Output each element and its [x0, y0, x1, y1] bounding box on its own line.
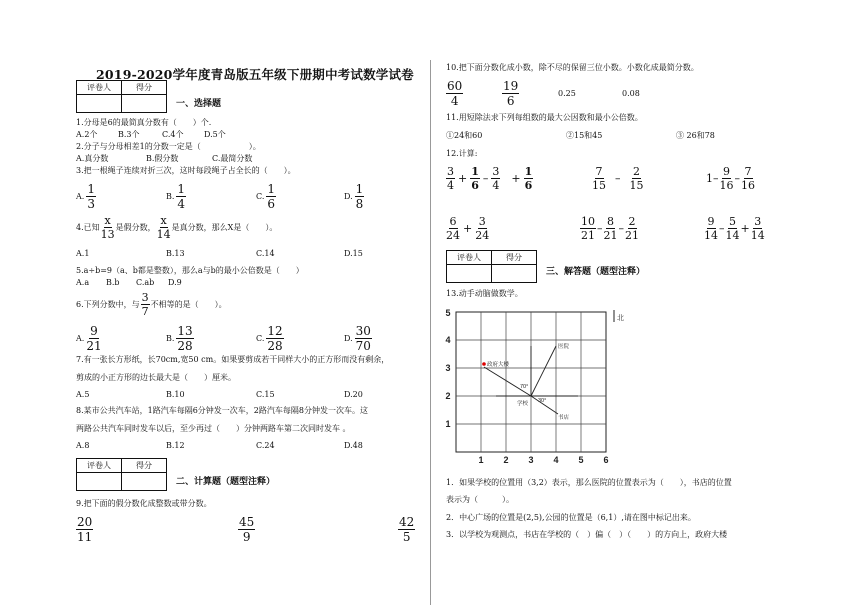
numerator: 2	[633, 165, 640, 178]
operator: –	[615, 172, 621, 185]
x-tick: 6	[603, 455, 609, 465]
fraction	[704, 216, 718, 241]
option-letter: D.	[344, 191, 353, 201]
q4-pre-text: 4.已知	[76, 222, 100, 232]
numerator: 1	[87, 182, 95, 196]
section-heading-choice: 一、选择题	[176, 99, 222, 109]
denominator: 6	[506, 94, 515, 108]
q5-option-d: D.9	[168, 278, 182, 287]
fraction	[630, 166, 644, 191]
y-axis-ticks	[445, 308, 450, 429]
score-cell[interactable]	[122, 473, 167, 491]
numerator: 1	[355, 182, 364, 196]
column-divider	[430, 60, 431, 605]
y-tick: 4	[445, 335, 451, 345]
fraction	[524, 166, 534, 191]
denominator: 21	[603, 229, 618, 242]
question-8-line-2: 两路公共汽车同时发车以后，至少再过（ ）分钟两路车第二次同时发车 。	[76, 424, 351, 433]
q8-option-d: D.48	[344, 441, 363, 450]
section-heading-calc: 二、计算题（题型注释）	[176, 477, 276, 487]
q13-line-2: 表示为（ ）。	[446, 495, 514, 504]
numerator: 20	[77, 515, 93, 529]
q4-mid-text: 是假分数，	[115, 222, 156, 232]
y-tick: 5	[445, 308, 451, 318]
fraction	[470, 166, 480, 191]
fraction	[266, 325, 283, 352]
numerator: 1	[524, 165, 533, 178]
fraction	[266, 183, 276, 210]
q2-option-b: B.假分数	[146, 154, 179, 163]
section-heading-answer: 三、解答题（题型注释）	[546, 267, 646, 277]
place-label-government: 政府大楼	[487, 362, 510, 368]
denominator: 4	[447, 179, 454, 192]
q12-expression-5	[580, 216, 639, 241]
numerator: 42	[399, 515, 415, 529]
fraction	[176, 325, 193, 352]
fraction	[355, 325, 372, 352]
q1-option-a: A.2个	[76, 130, 98, 139]
q3-option-b	[166, 183, 186, 210]
y-tick: 2	[445, 391, 451, 401]
denominator: 8	[355, 197, 364, 211]
question-5-stem: 5.a÷b=9（a、b都是整数），那么a与b的最小公倍数是（ ）	[76, 266, 304, 275]
q8-option-a: A.8	[76, 441, 90, 450]
fraction	[741, 166, 755, 191]
q6-post-text: 不相等的是（ ）。	[150, 299, 227, 309]
numerator: 6	[449, 215, 457, 228]
operator: +	[740, 222, 750, 235]
question-2-stem: 2.分子与分母相差1的分数一定是（ ）。	[76, 142, 261, 151]
operator: –	[719, 222, 725, 235]
question-4-stem	[76, 215, 277, 240]
score-label: 得分	[122, 459, 167, 473]
q11-item-1: ①24和60	[446, 131, 483, 140]
fraction	[176, 183, 186, 210]
q2-option-c: C.最简分数	[212, 154, 253, 163]
place-label-hospital: 医院	[558, 344, 570, 350]
grader-label: 评卷人	[447, 251, 492, 265]
fraction	[157, 215, 171, 240]
q9-fraction-2	[238, 516, 255, 543]
score-cell[interactable]	[122, 95, 167, 113]
north-label: 北	[617, 315, 624, 322]
denominator: 14	[750, 229, 765, 242]
y-tick: 1	[445, 419, 451, 429]
expression-prefix: 1–	[706, 172, 719, 185]
numerator: 3	[492, 165, 500, 178]
fraction	[726, 216, 740, 241]
q12-expression-2	[592, 166, 644, 191]
numerator: 1	[177, 182, 186, 196]
denominator: 28	[177, 339, 193, 353]
fraction	[238, 516, 255, 543]
place-label-bookstore: 书店	[558, 415, 570, 421]
denominator: 4	[177, 197, 186, 211]
fraction	[580, 216, 596, 241]
denominator: 70	[355, 339, 371, 353]
q12-expression-3	[706, 166, 755, 191]
grader-label: 评卷人	[77, 459, 122, 473]
numerator: 9	[723, 165, 730, 178]
q10-decimal-2: 0.08	[622, 89, 640, 98]
q4-option-d: D.15	[344, 249, 363, 258]
fraction	[491, 166, 500, 191]
numerator: 3	[141, 291, 149, 304]
denominator: 7	[141, 305, 149, 318]
q8-option-b: B.12	[166, 441, 185, 450]
operator: –	[618, 222, 624, 235]
question-12-stem: 12.计算:	[446, 149, 478, 158]
score-label: 得分	[122, 81, 167, 95]
q2-option-a: A.真分数	[76, 154, 109, 163]
x-tick: 5	[578, 455, 584, 465]
question-7-line-2: 剪成的小正方形的边长最大是（ ）厘米。	[76, 373, 236, 382]
fraction	[751, 216, 765, 241]
operator: +	[511, 172, 521, 185]
fraction	[592, 166, 606, 191]
q6-option-d	[344, 325, 372, 352]
denominator: 28	[267, 339, 283, 353]
question-9-stem: 9.把下面的假分数化成整数或带分数。	[76, 499, 212, 508]
fraction	[76, 516, 93, 543]
denominator: 14	[704, 229, 718, 242]
q8-option-c: C.24	[256, 441, 275, 450]
option-letter: A.	[76, 333, 85, 343]
q3-option-a	[76, 183, 96, 210]
numerator: 3	[478, 215, 486, 228]
line-to-government	[484, 367, 531, 396]
numerator: 5	[729, 215, 736, 228]
q1-option-c: C.4个	[162, 130, 184, 139]
q12-expression-4	[446, 216, 489, 241]
q7-option-b: B.10	[166, 390, 185, 399]
q13-line-3: 2．中心广场的位置是(2,5),公园的位置是（6,1）,请在图中标记出来。	[446, 513, 696, 522]
denominator: 6	[471, 179, 479, 192]
q10-decimal-1: 0.25	[558, 89, 576, 98]
option-letter: B.	[166, 333, 175, 343]
fraction	[355, 183, 365, 210]
numerator: 2	[628, 215, 636, 228]
q6-pre-text: 6.下列分数中，与	[76, 299, 140, 309]
question-13-stem: 13.动手动脑做数学。	[446, 289, 523, 298]
fraction	[446, 216, 460, 241]
angle-label: 70°	[520, 384, 529, 390]
grader-cell[interactable]	[447, 265, 492, 283]
score-label: 得分	[492, 251, 537, 265]
option-letter: A.	[76, 191, 85, 201]
operator: –	[597, 222, 603, 235]
q5-option-a: A.a	[76, 278, 90, 287]
option-letter: C.	[256, 191, 265, 201]
denominator: 4	[492, 179, 500, 192]
q13-line-4: 3．以学校为观测点，书店在学校的（ ）偏（ ）（ ）的方向上，政府大楼	[446, 530, 728, 539]
denominator: 21	[625, 229, 639, 242]
score-box-2	[76, 458, 167, 491]
denominator: 4	[450, 94, 459, 108]
fraction	[446, 80, 463, 107]
numerator: 9	[707, 215, 715, 228]
q10-fraction-2	[502, 80, 519, 107]
q11-item-2: ②15和45	[566, 131, 603, 140]
denominator: 6	[524, 179, 533, 192]
q9-fraction-1	[76, 516, 93, 543]
q1-option-b: B.3个	[118, 130, 140, 139]
fraction	[86, 183, 96, 210]
fraction	[446, 166, 455, 191]
q4-option-b: B.13	[166, 249, 185, 258]
q7-option-d: D.20	[344, 390, 363, 399]
numerator: 10	[581, 215, 595, 228]
question-3-stem: 3.把一根绳子连续对折三次，这时每段绳子占全长的（ ）。	[76, 166, 296, 175]
denominator: 15	[592, 179, 606, 192]
q5-option-c: C.ab	[136, 278, 155, 287]
denominator: 14	[156, 228, 171, 241]
q4-post-text: 是真分数，那么X是（ ）。	[171, 222, 278, 232]
numerator: 19	[503, 79, 519, 93]
x-tick: 3	[528, 455, 534, 465]
numerator: 8	[607, 215, 614, 228]
denominator: 16	[741, 179, 755, 192]
score-box-1	[76, 80, 167, 113]
fraction	[86, 325, 101, 352]
q4-option-a: A.1	[76, 249, 90, 258]
numerator: 60	[447, 79, 463, 93]
numerator: 13	[177, 324, 193, 338]
q7-option-a: A.5	[76, 390, 90, 399]
denominator: 21	[86, 339, 102, 353]
operator: –	[734, 172, 740, 185]
government-marker	[482, 362, 486, 366]
numerator: 3	[754, 215, 762, 228]
q10-fraction-1	[446, 80, 463, 107]
numerator: 3	[447, 165, 454, 178]
score-box-3	[446, 250, 537, 283]
score-cell[interactable]	[492, 265, 537, 283]
denominator: 24	[475, 229, 490, 242]
q12-expression-6	[704, 216, 765, 241]
q6-option-b	[166, 325, 194, 352]
q7-option-c: C.15	[256, 390, 275, 399]
fraction	[398, 516, 415, 543]
question-10-stem: 10.把下面分数化成小数，除不尽的保留三位小数。小数化成最简分数。	[446, 63, 699, 72]
q13-line-1: 1．如果学校的位置用（3,2）表示，那么医院的位置表示为（ ），书店的位置	[446, 478, 732, 487]
numerator: 9	[90, 324, 98, 338]
fraction	[720, 166, 734, 191]
numerator: 45	[239, 515, 255, 529]
question-1-stem: 1.分母是6的最简真分数有（ ）个.	[76, 118, 212, 127]
q11-item-3: ③ 26和78	[676, 131, 715, 140]
x-axis-ticks	[478, 455, 608, 465]
denominator: 14	[725, 229, 740, 242]
q3-option-d	[344, 183, 364, 210]
q3-option-c	[256, 183, 276, 210]
numerator: 7	[744, 165, 752, 178]
fraction	[475, 216, 489, 241]
denominator: 16	[719, 179, 734, 192]
numerator: x	[160, 214, 167, 227]
coordinate-map	[440, 306, 640, 468]
denominator: 15	[629, 179, 644, 192]
grader-cell[interactable]	[77, 473, 122, 491]
numerator: 1	[471, 165, 479, 178]
denominator: 6	[267, 197, 276, 211]
question-8-line-1: 8.某市公共汽车站，1路汽车每隔6分钟发一次车，2路汽车每隔8分钟发一次车。这	[76, 406, 368, 415]
q6-option-a	[76, 325, 102, 352]
operator: +	[458, 172, 468, 185]
denominator: 9	[242, 530, 251, 544]
question-11-stem: 11.用短除法求下列每组数的最大公因数和最小公倍数。	[446, 113, 643, 122]
denominator: 5	[402, 530, 411, 544]
operator: –	[482, 172, 489, 185]
x-tick: 1	[478, 455, 484, 465]
question-7-line-1: 7.有一张长方形纸，长70cm,宽50 cm。如果要剪成若干同样大小的正方形而没有剩余，	[76, 355, 390, 364]
fraction	[625, 216, 639, 241]
q1-option-d: D.5个	[204, 130, 226, 139]
x-tick: 2	[503, 455, 509, 465]
denominator: 11	[77, 530, 93, 544]
angle-label: 30°	[538, 398, 547, 404]
fraction	[604, 216, 618, 241]
denominator: 3	[87, 197, 95, 211]
fraction	[141, 292, 150, 317]
numerator: 30	[355, 324, 371, 338]
grader-cell[interactable]	[77, 95, 122, 113]
fraction	[502, 80, 519, 107]
numerator: 7	[595, 165, 603, 178]
q4-option-c: C.14	[256, 249, 275, 258]
q6-option-c	[256, 325, 284, 352]
operator: +	[463, 222, 473, 235]
y-tick: 3	[445, 363, 451, 373]
option-letter: B.	[166, 191, 175, 201]
numerator: 1	[267, 182, 276, 196]
denominator: 21	[581, 229, 595, 242]
q12-expression-1	[446, 166, 533, 191]
fraction	[101, 215, 115, 240]
page-title: 2019-2020学年度青岛版五年级下册期中考试数学试卷	[96, 67, 414, 82]
q5-option-b: B.b	[106, 278, 120, 287]
denominator: 13	[100, 228, 115, 241]
line-to-hospital	[531, 346, 556, 396]
place-label-school: 学校	[517, 401, 529, 407]
grader-label: 评卷人	[77, 81, 122, 95]
question-6-stem	[76, 292, 227, 317]
q9-fraction-3	[398, 516, 415, 543]
denominator: 24	[446, 229, 460, 242]
numerator: x	[104, 214, 111, 227]
place-labels	[487, 342, 570, 421]
numerator: 12	[267, 324, 283, 338]
option-letter: C.	[256, 333, 265, 343]
option-letter: D.	[344, 333, 353, 343]
x-tick: 4	[553, 455, 559, 465]
